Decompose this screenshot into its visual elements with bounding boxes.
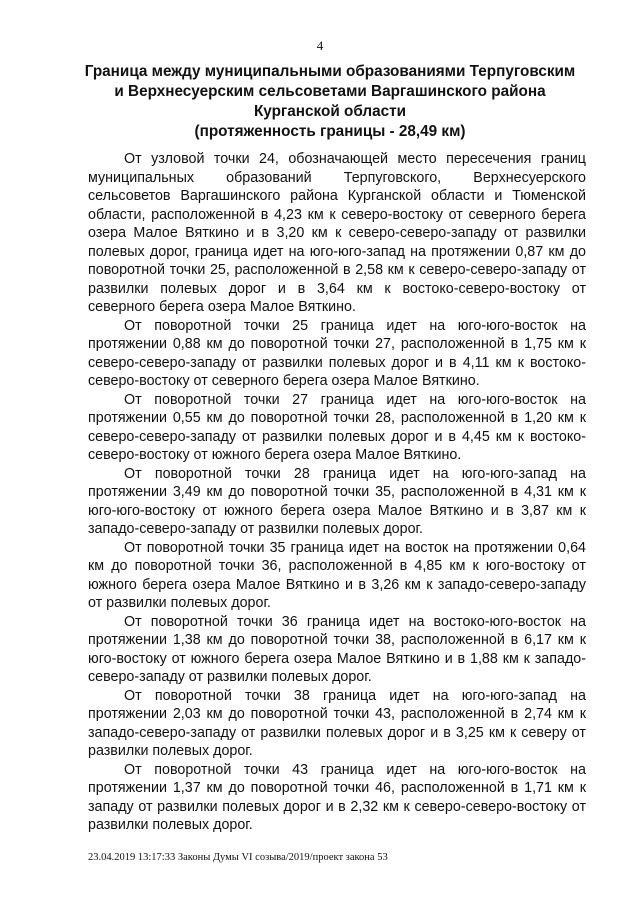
document-body (88, 150, 586, 835)
title-line: (протяженность границы - 28,49 км) (194, 123, 466, 140)
page-footer: 23.04.2019 13:17:33 Законы Думы VI созыва/2019/проект закона 53 (88, 852, 388, 863)
paragraph: От поворотной точки 25 граница идет на юго-юго-восток на протяжении 0,88 км до поворотной точки 27, расположенной в 1,75 км к северо-северо-западу от развилки полевых дорог и в 4,11 км к востоко-северо-востоку от северного берега озера Малое Вяткино. (88, 317, 586, 389)
paragraph: От поворотной точки 27 граница идет на юго-юго-восток на протяжении 0,55 км до поворотной точки 28, расположенной в 1,20 км к северо-северо-западу от развилки полевых дорог и в 4,45 км к востоко-северо-востоку от южного берега озера Малое Вяткино. (88, 391, 586, 463)
title-line: и Верхнесуерским сельсоветами Варгашинского района (114, 83, 546, 100)
paragraph: От поворотной точки 38 граница идет на юго-юго-запад на протяжении 2,03 км до поворотной точки 43, расположенной в 2,74 км к западо-северо-западу от развилки полевых дорог и в 3,25 км к северу от развилки полевых дорог. (88, 687, 586, 759)
document-title (70, 62, 590, 142)
paragraph: От поворотной точки 28 граница идет на юго-юго-запад на протяжении 3,49 км до поворотной точки 35, расположенной в 4,31 км к юго-юго-востоку от южного берега озера Малое Вяткино и в 3,87 км к западо-северо-западу от развилки полевых дорог. (88, 465, 586, 537)
paragraph: От поворотной точки 43 граница идет на юго-юго-восток на протяжении 1,37 км до поворотной точки 46, расположенной в 1,71 км к западу от развилки полевых дорог и в 2,32 км к северо-северо-востоку от развилки полевых дорог. (88, 761, 586, 833)
title-line: Курганской области (253, 103, 407, 120)
paragraph: От узловой точки 24, обозначающей место пересечения границ муниципальных образований Терпуговского, Верхнесуерского сельсоветов Варгашинского района Курганской области и Тюменской области, расположенной в 4,23 км к северо-востоку от северного берега озера Малое Вяткино и в 3,20 км к северо-северо-западу от развилки полевых дорог, граница идет на юго-юго-запад на протяжении 0,87 км до поворотной точки 25, расположенной в 2,58 км к северо-северо-западу от развилки полевых дорог и в 3,64 км к востоко-северо-востоку от северного берега озера Малое Вяткино. (88, 151, 586, 315)
title-line: Граница между муниципальными образованиями Терпуговским (84, 63, 576, 80)
paragraph: От поворотной точки 36 граница идет на востоко-юго-восток на протяжении 1,38 км до поворотной точки 38, расположенной в 6,17 км к юго-востоку от южного берега озера Малое Вяткино и в 1,88 км к западо-северо-западу от развилки полевых дорог. (88, 613, 586, 685)
page-number: 4 (316, 38, 324, 53)
paragraph: От поворотной точки 35 граница идет на восток на протяжении 0,64 км до поворотной точки 36, расположенной в 4,85 км к юго-востоку от южного берега озера Малое Вяткино и в 3,26 км к западо-северо-западу от развилки полевых дорог. (88, 539, 586, 611)
